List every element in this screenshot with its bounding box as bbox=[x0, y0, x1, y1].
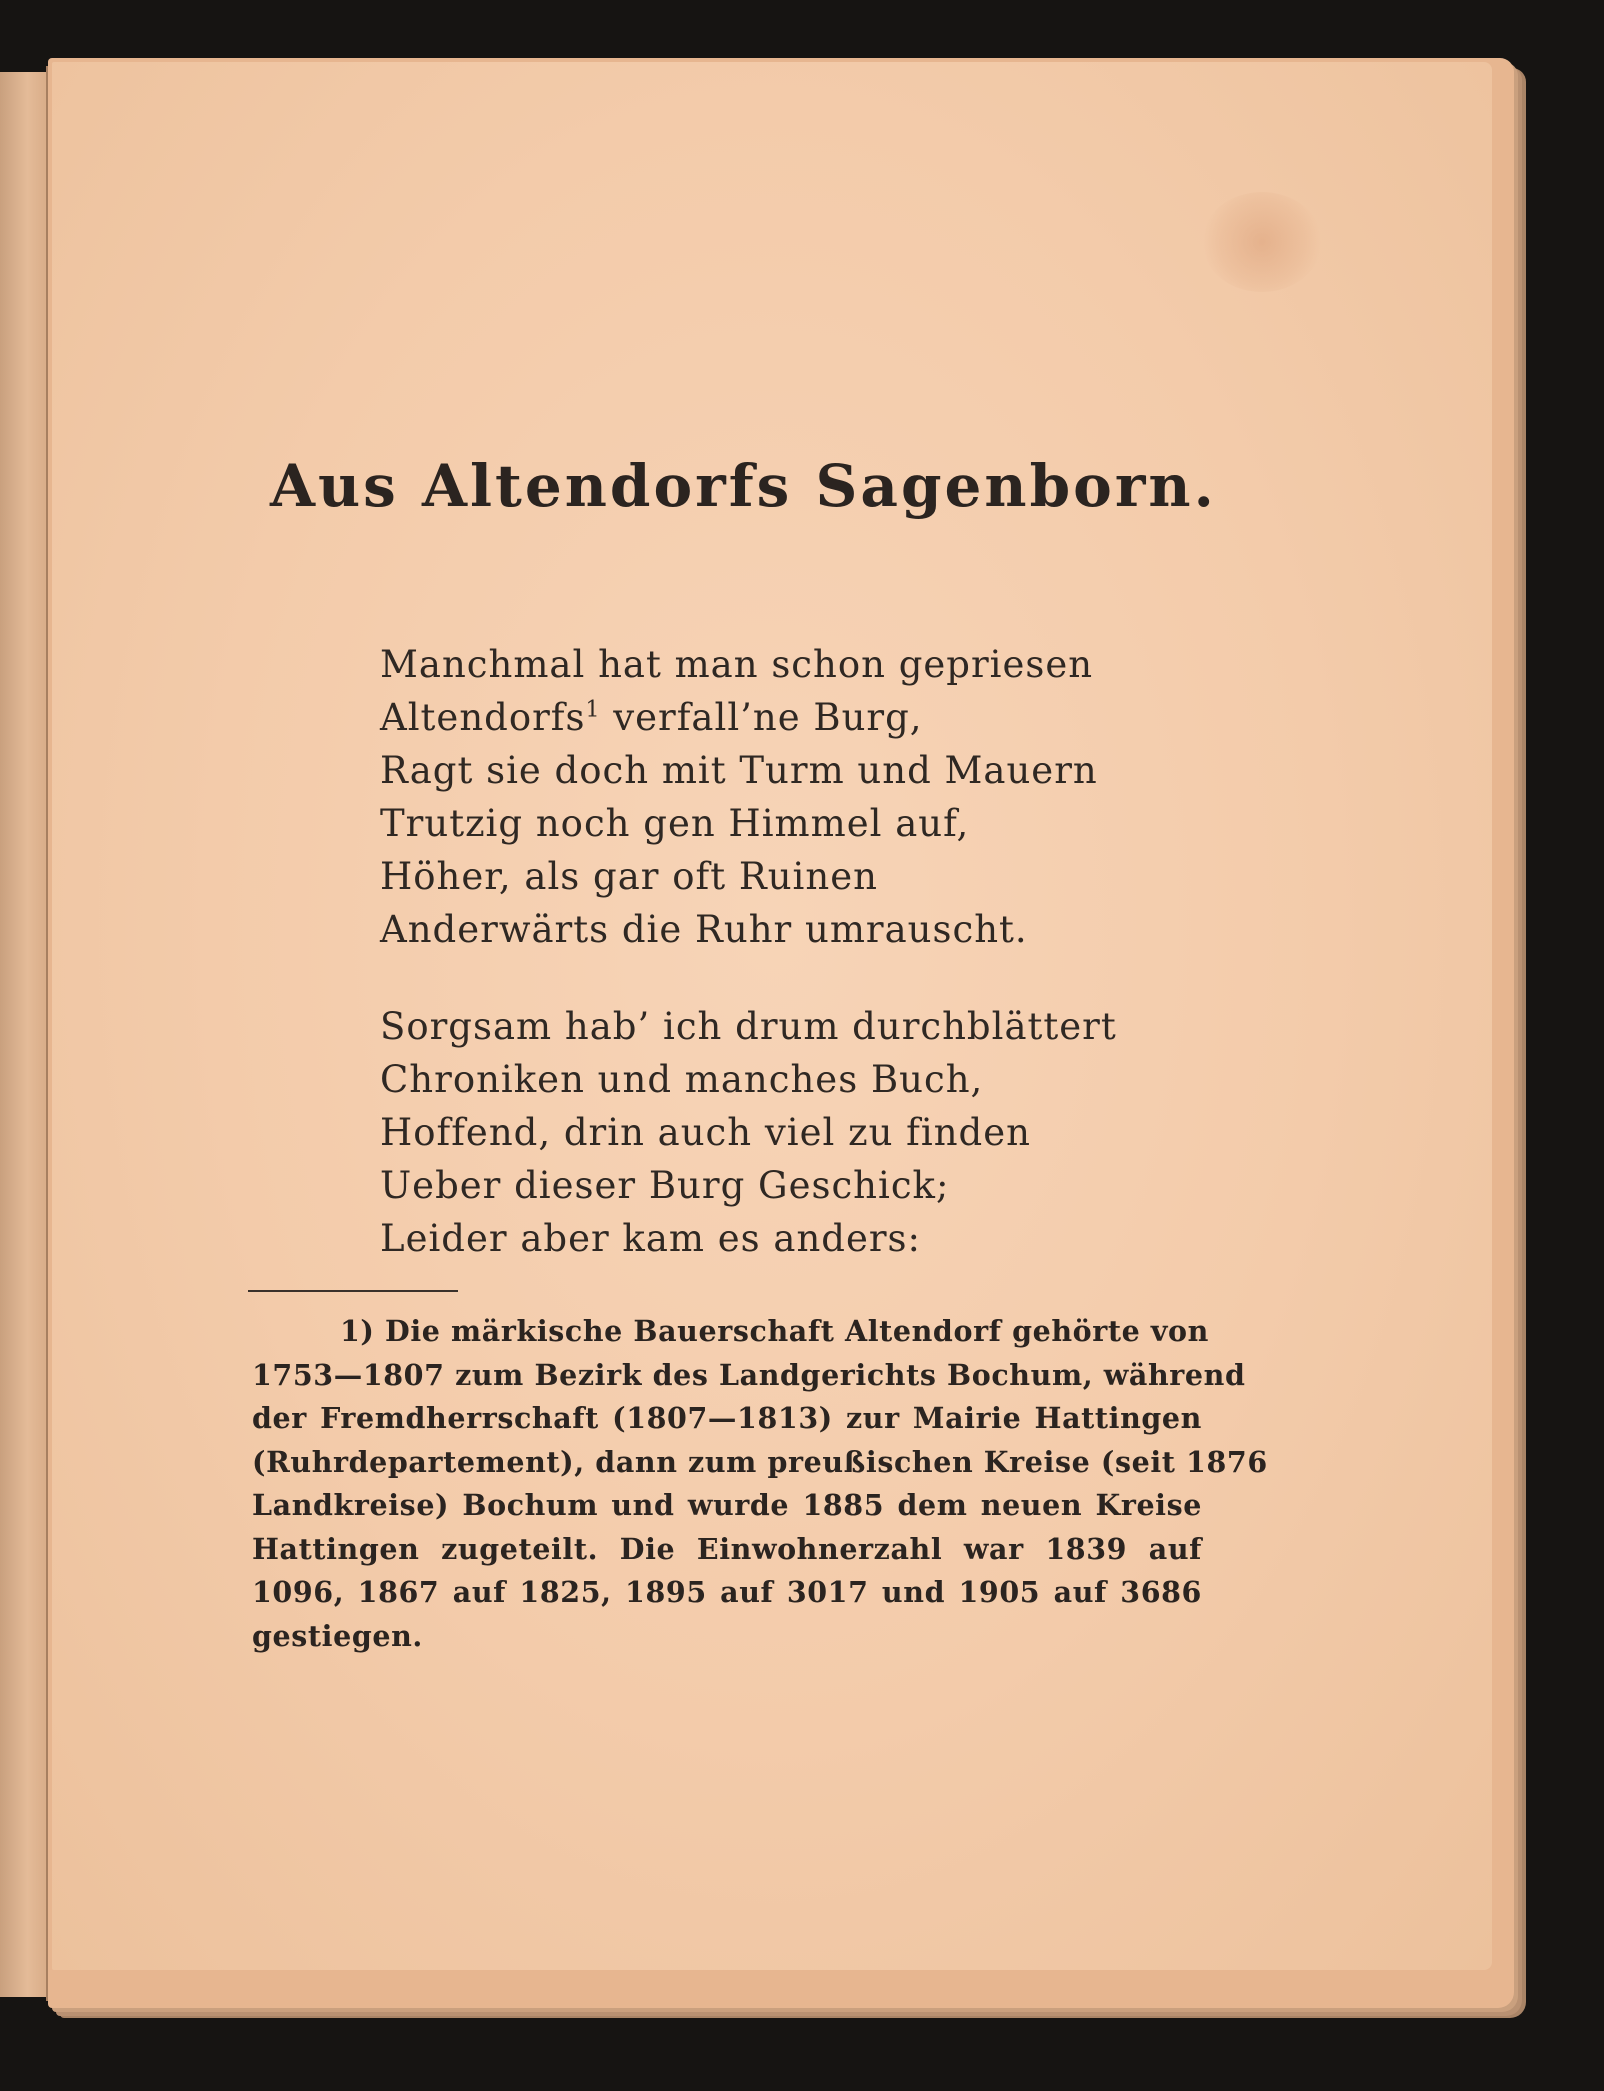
footnote-line: (Ruhrdepartement), dann zum preußischen Kreise (seit 1876 bbox=[252, 1444, 1268, 1479]
poem-line-text: Altendorfs bbox=[380, 696, 586, 739]
poem-line bbox=[380, 691, 1140, 744]
poem-line: Sorgsam hab’ ich drum durchblättert bbox=[380, 1005, 1117, 1048]
poem-line: Leider aber kam es anders: bbox=[380, 1217, 922, 1260]
footnote-line: 1096, 1867 auf 1825, 1895 auf 3017 und 1905 auf 3686 bbox=[252, 1575, 1202, 1609]
footnote-reference: 1 bbox=[585, 697, 601, 723]
poem-line: Chroniken und manches Buch, bbox=[380, 1058, 984, 1101]
poem-line: Höher, als gar oft Ruinen bbox=[380, 855, 878, 898]
stanza-2 bbox=[380, 1000, 1140, 1265]
footnote-line: Hattingen zugeteilt. Die Einwohnerzahl war 1839 auf bbox=[252, 1531, 1202, 1566]
stanza-1 bbox=[380, 638, 1140, 956]
footnote-line: gestiegen. bbox=[252, 1618, 423, 1653]
footnote-line: 1) Die märkische Bauerschaft Altendorf gehörte von bbox=[340, 1314, 1209, 1348]
poem-line-text: verfall’ne Burg, bbox=[600, 696, 923, 739]
footnote-line: der Fremdherrschaft (1807—1813) zur Mairie Hattingen bbox=[252, 1401, 1202, 1435]
poem-line: Trutzig noch gen Himmel auf, bbox=[380, 802, 970, 845]
poem bbox=[380, 638, 1140, 1309]
page-title: Aus Altendorfs Sagenborn. bbox=[270, 452, 1217, 520]
footnote-divider bbox=[248, 1290, 458, 1292]
poem-line: Ueber dieser Burg Geschick; bbox=[380, 1164, 950, 1207]
poem-line: Anderwärts die Ruhr umrauscht. bbox=[380, 908, 1028, 951]
facing-page-edge bbox=[0, 72, 49, 1997]
footnote-line: 1753—1807 zum Bezirk des Landgerichts Bochum, während bbox=[252, 1357, 1246, 1392]
poem-line: Ragt sie doch mit Turm und Mauern bbox=[380, 749, 1098, 792]
footnote bbox=[252, 1310, 1268, 1658]
poem-line: Manchmal hat man schon gepriesen bbox=[380, 643, 1094, 686]
foxing-stain bbox=[1202, 192, 1322, 292]
poem-line: Hoffend, drin auch viel zu finden bbox=[380, 1111, 1031, 1154]
footnote-line: Landkreise) Bochum und wurde 1885 dem neuen Kreise bbox=[252, 1488, 1202, 1522]
